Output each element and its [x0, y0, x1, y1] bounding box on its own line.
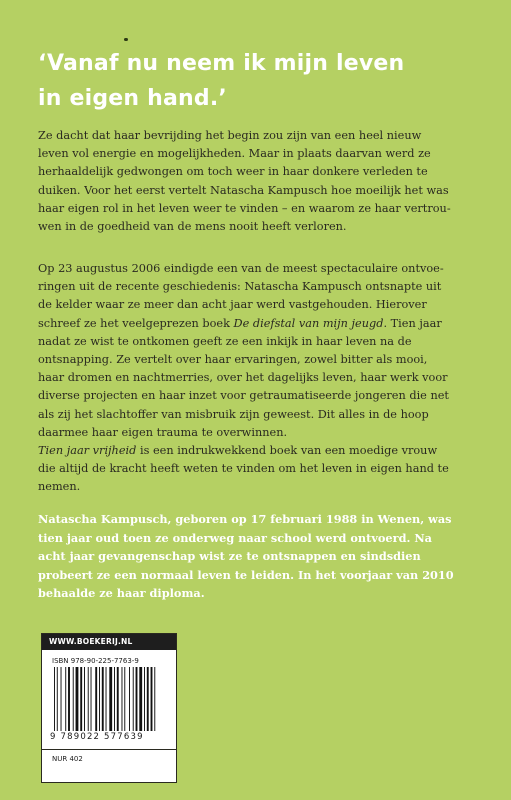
text-line: herhaaldelijk gedwongen om toch weer in haar donkere verleden te [38, 165, 428, 179]
barcode-stripe [73, 667, 74, 731]
text-line: ontsnapping. Ze vertelt over haar ervaringen, zowel bitter als mooi, [38, 353, 428, 367]
isbn-label: ISBN 978-90-225-7763-9 [52, 657, 139, 665]
barcode-stripe [65, 667, 66, 731]
text-line: de kelder waar ze meer dan acht jaar werd vastgehouden. Hierover [38, 298, 427, 312]
book-title-ref: De diefstal van mijn jeugd [233, 316, 384, 330]
barcode-stripe [106, 667, 107, 731]
cover-quote-line: in eigen hand.’ [38, 86, 227, 111]
text-line: diverse projecten en haar inzet voor getraumatiseerde jongeren die net [38, 389, 449, 403]
barcode-stripe [76, 667, 79, 731]
barcode-stripe [88, 667, 89, 731]
text-line: die altijd de kracht heeft weten te vinden om het leven in eigen hand te [38, 462, 449, 476]
author-bio [38, 510, 478, 603]
text-segment: . Tien jaar [383, 316, 442, 330]
text-line: wen in de goedheid van de mens nooit heeft verloren. [38, 220, 347, 234]
barcode-stripe [129, 667, 130, 731]
barcode-divider [42, 749, 176, 750]
book-title-ref: Tien jaar vrijheid [38, 444, 137, 458]
barcode-stripe [57, 667, 58, 731]
text-line: nemen. [38, 480, 81, 494]
barcode-stripe [139, 667, 142, 731]
text-line: haar dromen en nachtmerries, over het dagelijks leven, haar werk voor [38, 371, 448, 385]
barcode-stripe [114, 667, 115, 731]
barcode-stripe [99, 667, 100, 731]
publisher-website: WWW.BOEKERIJ.NL [42, 634, 176, 650]
barcode-stripe [136, 667, 138, 731]
barcode-bars [52, 667, 168, 731]
barcode-stripe [117, 667, 119, 731]
barcode-stripe [154, 667, 155, 731]
barcode-digits: 9 789022 577639 [50, 732, 144, 742]
text-line [38, 442, 478, 460]
barcode-stripe [91, 667, 92, 731]
barcode-stripe [124, 667, 125, 731]
text-line: daarmee haar eigen trauma te overwinnen. [38, 425, 288, 439]
text-line: ringen uit de recente geschiedenis: Natascha Kampusch ontsnapte uit [38, 280, 442, 294]
bio-line: behaalde ze haar diploma. [38, 586, 205, 601]
blurb-paragraph-1 [38, 127, 478, 236]
barcode-stripe [80, 667, 82, 731]
barcode-stripe [151, 667, 153, 731]
cover-quote-line: ‘Vanaf nu neem ik mijn leven [38, 51, 405, 76]
barcode-stripe [122, 667, 123, 731]
text-line: haar eigen rol in het leven weer te vinden – en waarom ze haar vertrou- [38, 201, 451, 215]
barcode-stripe [133, 667, 134, 731]
text-segment: is een indrukwekkend boek van een moedige vrouw [136, 444, 438, 458]
text-line: Ze dacht dat haar bevrijding het begin zou zijn van een heel nieuw [38, 129, 422, 142]
barcode-stripe [102, 667, 104, 731]
barcode-stripe [144, 667, 145, 731]
text-line: Op 23 augustus 2006 eindigde een van de meest spectaculaire ontvoe- [38, 262, 444, 275]
text-segment: schreef ze het veelgeprezen boek [38, 316, 234, 330]
nur-code: NUR 402 [52, 755, 83, 763]
bio-line: Natascha Kampusch, geboren op 17 februari 1988 in Wenen, was [38, 512, 452, 526]
bio-line: tien jaar oud toen ze onderweg naar school werd ontvoerd. Na [38, 530, 432, 545]
barcode-stripe [54, 667, 55, 731]
text-line [38, 315, 478, 333]
barcode-stripe [68, 667, 70, 731]
barcode-stripe [84, 667, 85, 731]
text-line: als zij het slachtoffer van misbruik zijn geweest. Dit alles in de hoop [38, 407, 429, 421]
barcode-panel [41, 633, 177, 783]
ink-speck [124, 38, 128, 41]
cover-quote [38, 46, 478, 116]
bio-line: acht jaar gevangenschap wist ze te ontsnappen en sindsdien [38, 549, 421, 564]
blurb-paragraph-2 [38, 260, 478, 497]
text-line: leven vol energie en mogelijkheden. Maar in plaats daarvan werd ze [38, 147, 431, 161]
barcode-stripe [109, 667, 112, 731]
barcode-stripe [95, 667, 97, 731]
barcode-stripe [147, 667, 149, 731]
bio-line: probeert ze een normaal leven te leiden. In het voorjaar van 2010 [38, 567, 454, 582]
text-line: nadat ze wist te ontkomen geeft ze een inkijk in haar leven na de [38, 334, 412, 348]
barcode-stripe [61, 667, 62, 731]
text-line: duiken. Voor het eerst vertelt Natascha Kampusch hoe moeilijk het was [38, 183, 449, 197]
